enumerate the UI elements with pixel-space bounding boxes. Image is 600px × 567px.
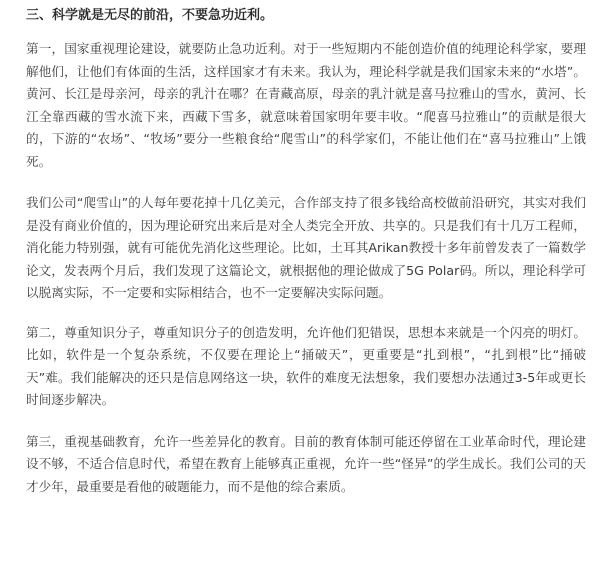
section-heading: 三、科学就是无尽的前沿，不要急功近利。	[26, 8, 274, 23]
paragraph-climbing-snow-mountain: 我们公司“爬雪山”的人每年要花掉十几亿美元，合作部支持了很多钱给高校做前沿研究，其实对我们是没有商业价值的，因为理论研究出来后是对全人类完全开放、共享的。只是我们有十几万工程师，消化能力特别强，就有可能优先消化这些理论。比如，土耳其Arikan教授十多年前曾发表了一篇数学论文，发表两个月后，我们发现了这篇论文，就根据他的理论做成了5G Polar码。所以，理论科学可以脱离实际，不一定要和实际相结合，也不一定要解决实际问题。	[26, 195, 586, 300]
paragraph-basic-education: 第三，重视基础教育，允许一些差异化的教育。目前的教育体制可能还停留在工业革命时代，理论建设不够，不适合信息时代，希望在教育上能够真正重视，允许一些“怪异”的学生成长。我们公司的天才少年，最重要是看他的破题能力，而不是他的综合素质。	[26, 433, 586, 494]
paragraph-theory-building: 第一，国家重视理论建设，就要防止急功近利。对于一些短期内不能创造价值的纯理论科学家，要理解他们，让他们有体面的生活，这样国家才有未来。我认为，理论科学就是我们国家未来的“水塔”。黄河、长江是母亲河，母亲的乳汁在哪？在青藏高原，母亲的乳汁就是喜马拉雅山的雪水，黄河、长江全靠西藏的雪水流下来，西藏下雪多，就意味着国家明年要丰收。“爬喜马拉雅山”的贡献是很大的，下游的“农场”、“牧场”要分一些粮食给“爬雪山”的科学家们，不能让他们在“喜马拉雅山”上饿死。	[26, 41, 586, 169]
paragraph-respect-intellectuals: 第二，尊重知识分子，尊重知识分子的创造发明，允许他们犯错误，思想本来就是一个闪亮的明灯。比如，软件是一个复杂系统，不仅要在理论上“捅破天”，更重要是“扎到根”，“扎到根”比“捅破天”难。我们能解决的还只是信息网络这一块，软件的难度无法想象，我们要想办法通过3-5年或更长时间逐步解决。	[26, 324, 586, 407]
